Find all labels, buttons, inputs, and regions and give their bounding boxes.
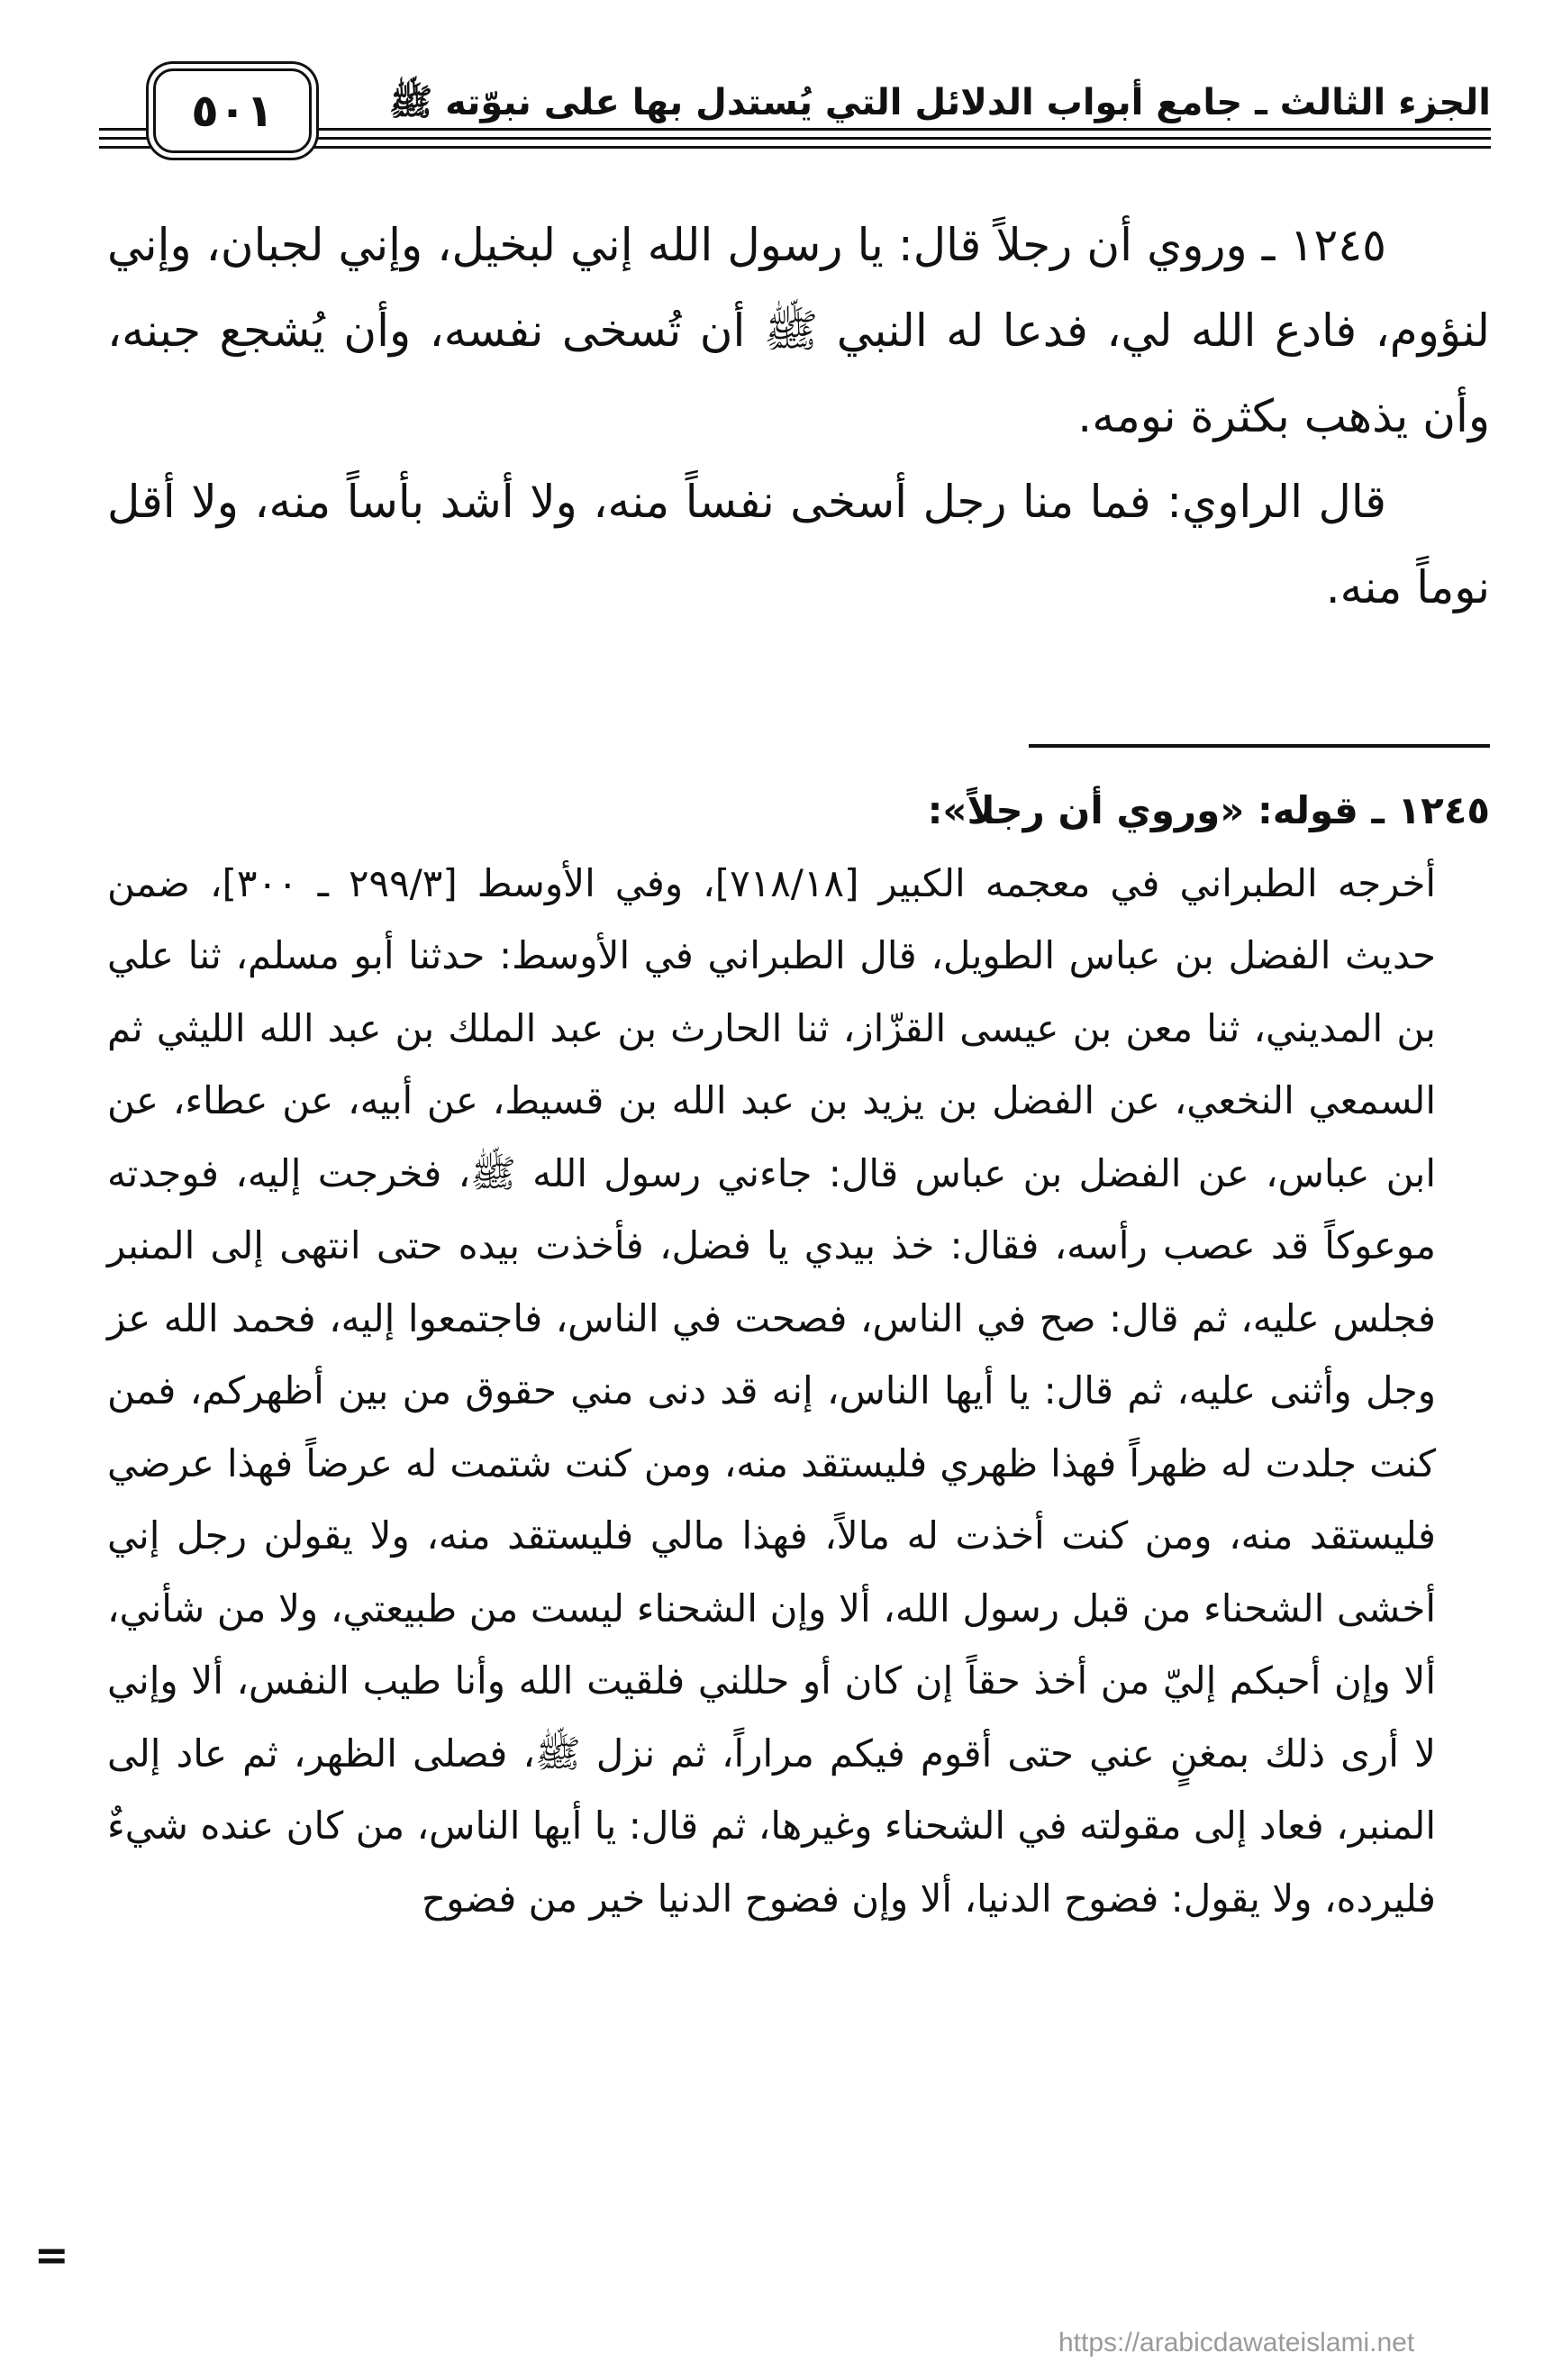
watermark: https://arabicdawateislami.net: [1058, 2328, 1415, 2357]
footnote-heading: ١٢٤٥ ـ قوله: «وروي أن رجلاً»:: [927, 788, 1490, 832]
narrator-paragraph: قال الراوي: فما منا رجل أسخى نفساً منه، ولا أشد بأساً منه، ولا أقل نوماً منه.: [107, 476, 1490, 613]
running-title: الجزء الثالث ـ جامع أبواب الدلائل التي يُستدل بها على نبوّته ﷺ: [388, 82, 1491, 123]
footnote-body: أخرجه الطبراني في معجمه الكبير [٧١٨/١٨]، وفي الأوسط [٢٩٩/٣ ـ ٣٠٠]، ضمن حديث الفضل بن عباس الطويل، قال الطبراني في الأوسط: حدثنا أبو مسلم، ثنا علي بن المديني، ثنا معن بن عيسى القزّاز، ثنا الحارث بن عبد الملك بن عبد الله الليثي ثم السمعي النخعي، عن الفضل بن يزيد بن عبد الله بن قسيط، عن أبيه، عن عطاء، عن ابن عباس، عن الفضل بن عباس قال: جاءني رسول الله ﷺ، فخرجت إليه، فوجدته موعوكاً قد عصب رأسه، فقال: خذ بيدي يا فضل، فأخذت بيده حتى انتهى إلى المنبر فجلس عليه، ثم قال: صح في الناس، فصحت في الناس، فاجتمعوا إليه، فحمد الله عز وجل وأثنى عليه، ثم قال: يا أيها الناس، إنه قد دنى مني حقوق من بين أظهركم، فمن كنت جلدت له ظهراً فهذا ظهري فليستقد منه، ومن كنت شتمت له عرضاً فهذا عرضي فليستقد منه، ومن كنت أخذت له مالاً، فهذا مالي فليستقد منه، ولا يقولن رجل إني أخشى الشحناء من قبل رسول الله، ألا وإن الشحناء ليست من طبيعتي، ولا من شأني، ألا وإن أحبكم إليّ من أخذ حقاً إن كان أو حللني فلقيت الله وأنا طيب النفس، ألا وإني لا أرى ذلك بمغنٍ عني حتى أقوم فيكم مراراً، ثم نزل ﷺ، فصلى الظهر، ثم عاد إلى المنبر، فعاد إلى مقولته في الشحناء وغيرها، ثم قال: يا أيها الناس، من كان عنده شيءٌ فليرده، ولا يقول: فضوح الدنيا، ألا وإن فضوح الدنيا خير من فضوح: [107, 860, 1436, 1921]
page-number: ٥٠١: [191, 85, 274, 137]
page-header: [99, 63, 1491, 171]
continuation-mark: =: [34, 2230, 69, 2279]
footnote-separator: [1029, 744, 1490, 748]
main-text: [107, 203, 1490, 631]
page-number-frame: [153, 68, 312, 153]
footnote: [107, 775, 1490, 1935]
header-rule: [99, 146, 1491, 149]
hadith-paragraph: ١٢٤٥ ـ وروي أن رجلاً قال: يا رسول الله إني لبخيل، وإني لجبان، وإني لنؤوم، فادع الله لي، فدعا له النبي ﷺ أن تُسخى نفسه، وأن يُشجع جبنه، وأن يذهب بكثرة نومه.: [107, 219, 1490, 442]
